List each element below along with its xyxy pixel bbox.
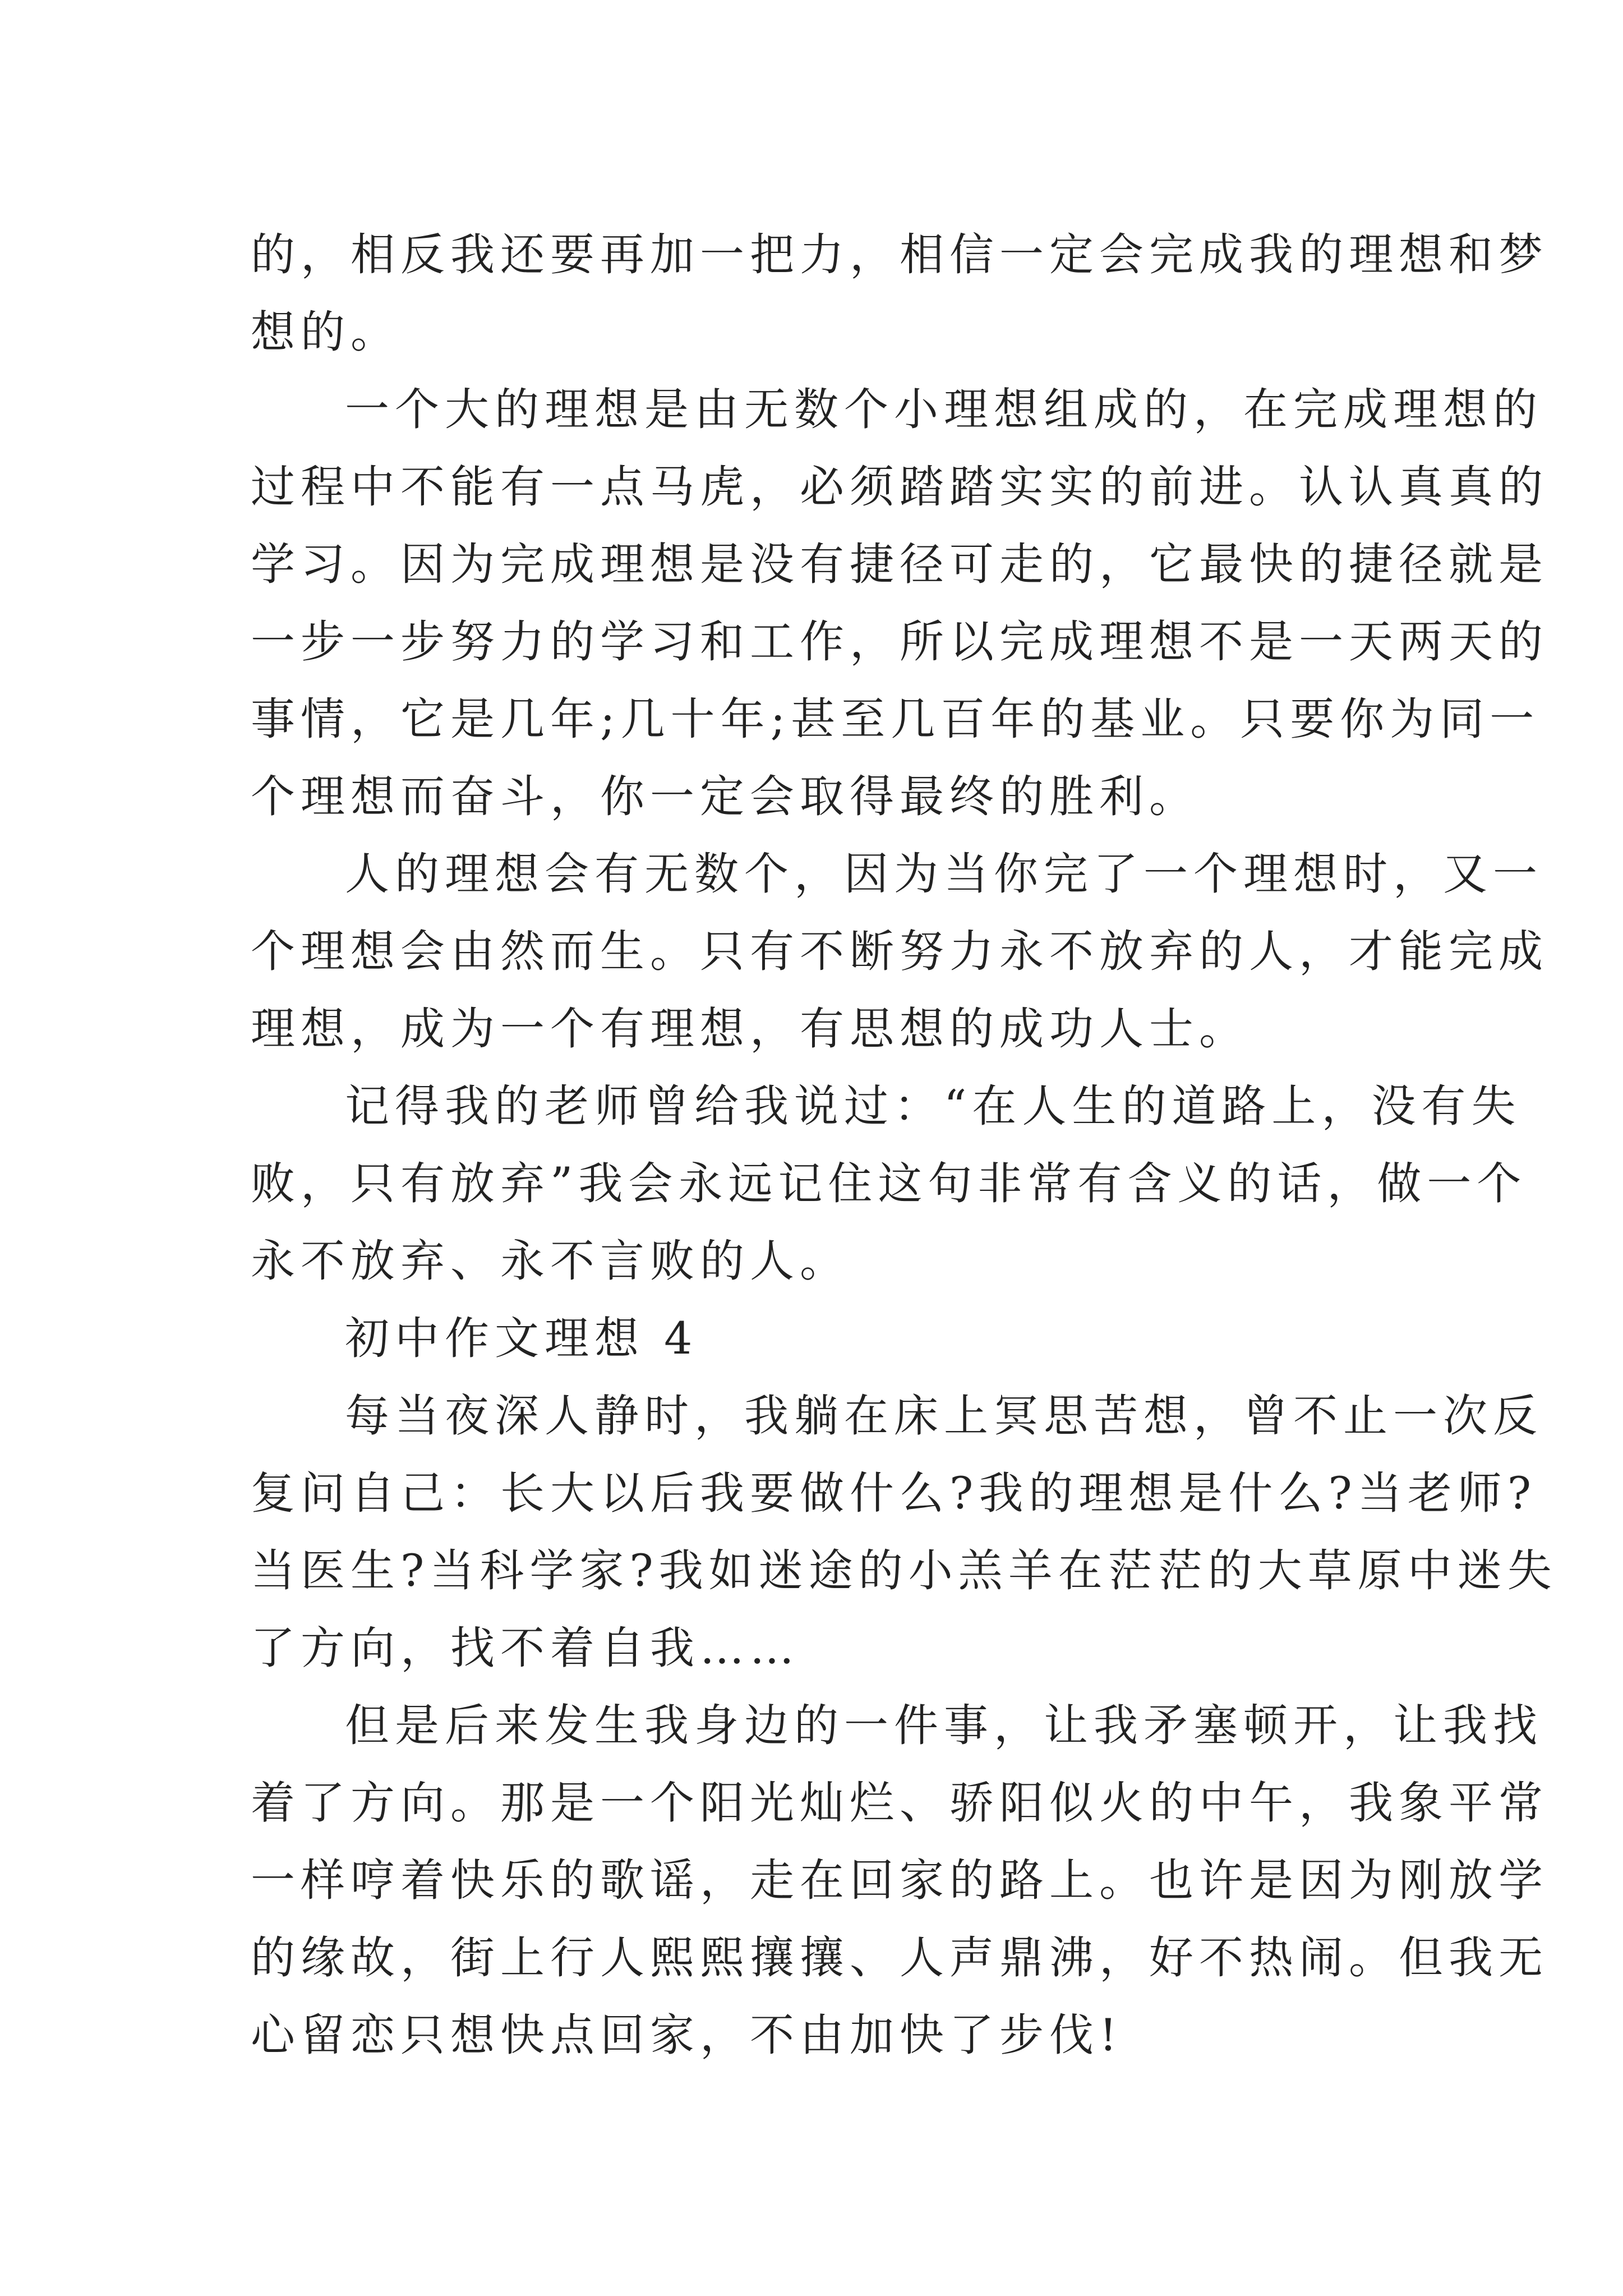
text-line: 败，只有放弃”我会永远记住这句非常有含义的话，做一个 <box>251 1158 1527 1209</box>
text-line: 的，相反我还要再加一把力，相信一定会完成我的理想和梦 <box>251 229 1548 280</box>
text-line: 想的。 <box>251 306 400 358</box>
text-line: 过程中不能有一点马虎，必须踏踏实实的前进。认认真真的 <box>251 461 1548 513</box>
text-line: 理想，成为一个有理想，有思想的成功人士。 <box>251 1003 1249 1055</box>
text-line: 一步一步努力的学习和工作，所以完成理想不是一天两天的 <box>251 616 1548 668</box>
text-line: 学习。因为完成理想是没有捷径可走的，它最快的捷径就是 <box>251 539 1548 590</box>
text-line: 一样哼着快乐的歌谣，走在回家的路上。也许是因为刚放学 <box>251 1855 1548 1906</box>
text-line: 每当夜深人静时，我躺在床上冥思苦想，曾不止一次反 <box>345 1390 1543 1442</box>
document-body <box>251 216 1557 2074</box>
text-line: 人的理想会有无数个，因为当你完了一个理想时，又一 <box>345 848 1543 900</box>
section-heading: 初中作文理想 4 <box>345 1313 698 1364</box>
text-line: 复问自己：长大以后我要做什么?我的理想是什么?当老师? <box>251 1467 1537 1519</box>
text-line: 永不放弃、永不言败的人。 <box>251 1235 850 1287</box>
text-line: 了方向，找不着自我…… <box>251 1622 800 1674</box>
text-line: 记得我的老师曾给我说过：“在人生的道路上，没有失 <box>345 1080 1521 1132</box>
text-line: 心留恋只想快点回家，不由加快了步伐! <box>251 2009 1123 2061</box>
text-line: 一个大的理想是由无数个小理想组成的，在完成理想的 <box>345 384 1543 435</box>
text-line: 事情，它是几年;几十年;甚至几百年的基业。只要你为同一 <box>251 693 1540 745</box>
text-line: 的缘故，街上行人熙熙攘攘、人声鼎沸，好不热闹。但我无 <box>251 1932 1548 1984</box>
text-line: 着了方向。那是一个阳光灿烂、骄阳似火的中午，我象平常 <box>251 1777 1548 1829</box>
text-line: 个理想而奋斗，你一定会取得最终的胜利。 <box>251 771 1199 822</box>
text-line: 个理想会由然而生。只有不断努力永不放弃的人，才能完成 <box>251 926 1548 977</box>
text-line: 当医生?当科学家?我如迷途的小羔羊在茫茫的大草原中迷失 <box>251 1545 1557 1596</box>
text-line: 但是后来发生我身边的一件事，让我矛塞顿开，让我找 <box>345 1700 1543 1751</box>
